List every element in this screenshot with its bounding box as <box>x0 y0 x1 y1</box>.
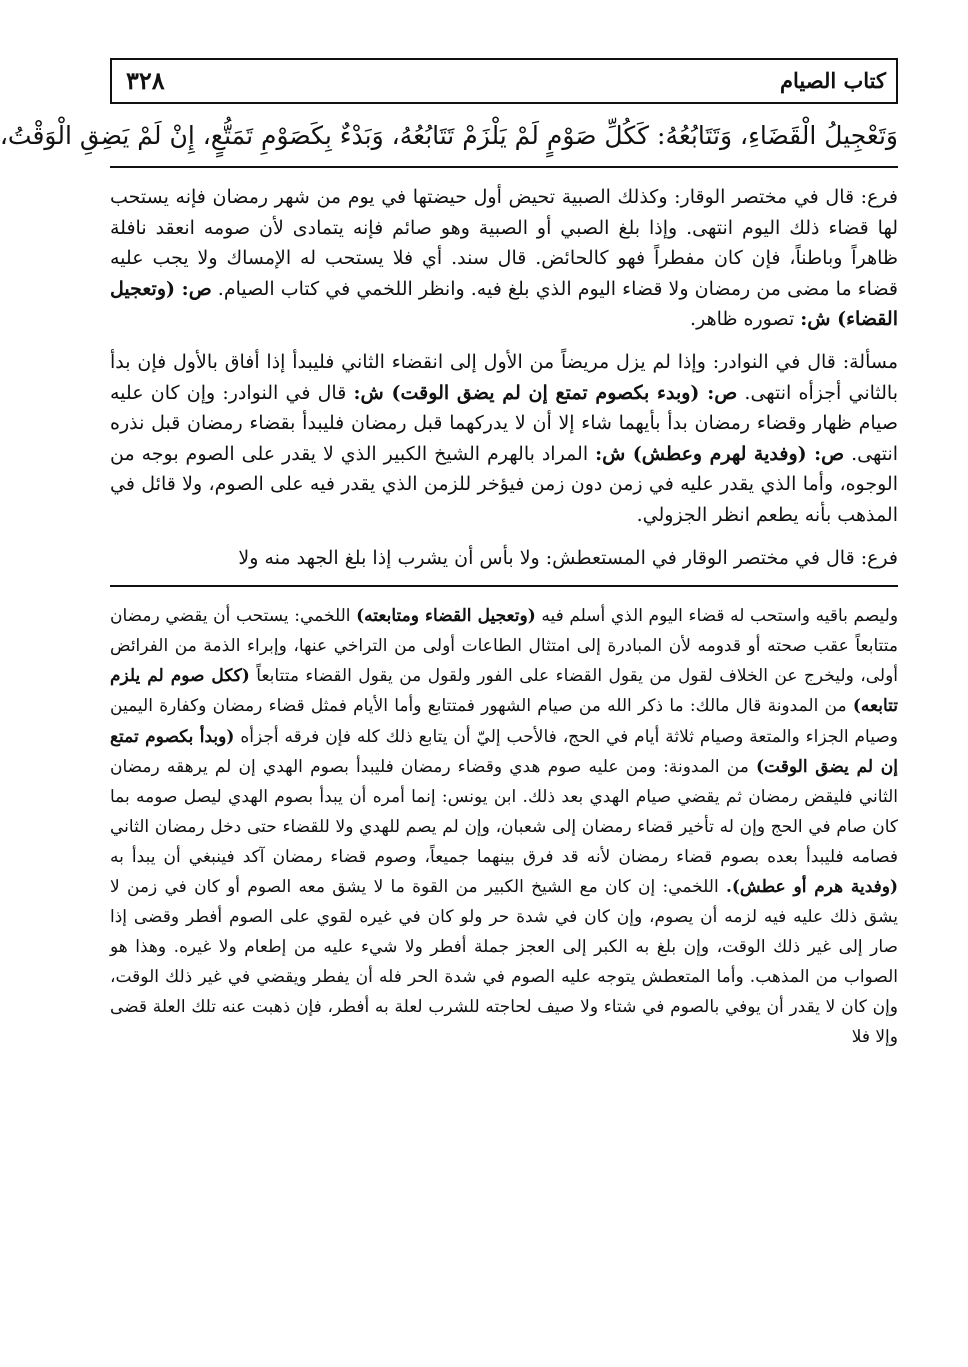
footnote-quote: (وفدية هرم أو عطش). <box>725 876 899 897</box>
commentary-paragraph-2 <box>110 347 898 531</box>
commentary-text: تصوره ظاهر. <box>690 308 795 331</box>
footnote-text: اللخمي: إن كان مع الشيخ الكبير من القوة ما لا يشق معه الصوم أو كان في زمن لا يشق ذلك عليه فيه لزمه أن يصوم، وإن كان في شدة حر ولو كان في غيره لقوي على الصوم أفطر وقضى إذا صار إلى غير ذلك الوقت، وإن بلغ به الكبر إلى العجز جملة أفطر ولا شيء عليه من إطعام ولا غيره. وهذا هو الصواب من المذهب. وأما المتعطش يتوجه عليه الصوم في شدة الحر فله أن يفطر ويقضي في غير ذلك الوقت، وإن كان لا يقدر أن يوفي بالصوم في شتاء ولا صيف لحاجته للشرب لعلة به أفطر، فإن ذهبت عنه تلك العلة قضى وإلا فلا <box>110 876 898 1048</box>
footnote-divider <box>110 585 898 587</box>
commentary-text: فرع: قال في مختصر الوقار: وكذلك الصبية تحيض أول حيضتها في يوم من شهر رمضان فإنه يستحب لها قضاء ذلك اليوم انتهى. وإذا بلغ الصبي أو الصبية وهو صائم فإنه يتمادى لأن صومه انعقد نافلة ظاهراً وباطناً، فإن كان مفطراً فهو كالحائض. قال سند. أي فلا يستحب له الإمساك ولا يجب عليه قضاء ما مضى من رمضان ولا قضاء اليوم الذي بلغ فيه. وانظر اللخمي في كتاب الصيام. <box>110 186 898 300</box>
footnote-quote: (وبدأ بكصوم تمتع إن لم يضق الوقت) <box>110 726 899 777</box>
commentary-paragraph-1 <box>110 182 898 335</box>
commentary-paragraph-3 <box>110 543 898 574</box>
footnote-text: اللخمي: يستحب أن يقضي رمضان متتابعاً عقب صحته أو قدومه لأن المبادرة إلى امتثال الطاعات أولى من التراخي عنها، وإبراء الذمة من الفرائض أولى، وليخرج عن الخلاف لقول من يقول القضاء على الفور ولقول من يقول القضاء متتابعاً <box>110 606 899 687</box>
book-page <box>0 58 899 1358</box>
footnote-quote: (ككل صوم لم يلزم تتابعه) <box>110 666 898 717</box>
footnote-section <box>110 601 898 1052</box>
matn-line: وَتَعْجِيلُ الْقَضَاءِ، وَتَتَابُعُهُ: كَكُلِّ صَوْمٍ لَمْ يَلْزَمْ تَتَابُعُهُ، وَبَدْءٌ بِكَصَوْمِ تَمَتُّعٍ، إِنْ لَمْ يَضِقِ الْوَقْتُ، <box>0 121 898 150</box>
footnote-text: وليصم باقيه واستحب له قضاء اليوم الذي أسلم فيه <box>541 606 899 627</box>
top-divider <box>110 166 898 168</box>
commentary-text: مسألة: قال في النوادر: وإذا لم يزل مريضاً من الأول إلى انقضاء الثاني فليبدأ إذا أفاق بالأول فإن بدأ بالثاني أجزأه انتهى. <box>110 350 899 404</box>
book-title: كتاب الصيام <box>780 68 886 93</box>
commentary-quote: ص: (وتعجيل القضاء) ش: <box>110 277 898 331</box>
page-number: ٣٢٨ <box>126 66 165 95</box>
commentary-quote: ص: (وبدء بكصوم تمتع إن لم يضق الوقت) ش: <box>353 381 738 404</box>
footnote-text: من المدونة قال مالك: ما ذكر الله من صيام الشهور فمتتابع وأما الأيام فمثل قضاء رمضان وكفارة اليمين وصيام الجزاء والمتعة وصيام ثلاثة أيام في الحج، فالأحب إليّ أن يتابع ذلك كله فإن فرقه أجزأه <box>110 696 899 747</box>
commentary-quote: ص: (وفدية لهرم وعطش) ش: <box>595 442 845 465</box>
footnote-quote: (وتعجيل القضاء ومتابعته) <box>356 606 536 627</box>
footnote-paragraph <box>110 601 898 1052</box>
commentary-text: قال في النوادر: وإن كان عليه صيام ظهار وقضاء رمضان بدأ بأيهما شاء إلا أن لا يدركهما قبل رمضان فليبدأ بقضاء رمضان قبل نذره انتهى. <box>110 381 899 465</box>
footnote-text: من المدونة: ومن عليه صوم هدي وقضاء رمضان فليبدأ بصوم الهدي إن لم يرهقه رمضان الثاني فليقض رمضان ثم يقضي صيام الهدي بعد ذلك. ابن يونس: إنما أمره أن يبدأ بصوم الهدي ليصل صومه بما كان صام في الحج وإن له تأخير قضاء رمضان إلى شعبان، وإن لم يصم للهدي ولا للقضاء حتى دخل رمضان الثاني فصامه فليبدأ بعده بصوم قضاء رمضان لأنه قد فرق بينهما جميعاً، وصوم قضاء رمضان آكد فينبغي أن يبدأ به <box>110 756 898 867</box>
page-header <box>110 58 898 104</box>
commentary-text: فرع: قال في مختصر الوقار في المستعطش: ولا بأس أن يشرب إذا بلغ الجهد منه ولا <box>238 546 898 569</box>
commentary-text: المراد بالهرم الشيخ الكبير الذي لا يقدر على الصوم بوجه من الوجوه، وأما الذي يقدر عليه في زمن دون زمن فيؤخر للزمن الذي يقدر فيه على الصوم، ولا قائل في المذهب بأنه يطعم انظر الجزولي. <box>110 442 898 526</box>
commentary-section <box>110 182 898 573</box>
